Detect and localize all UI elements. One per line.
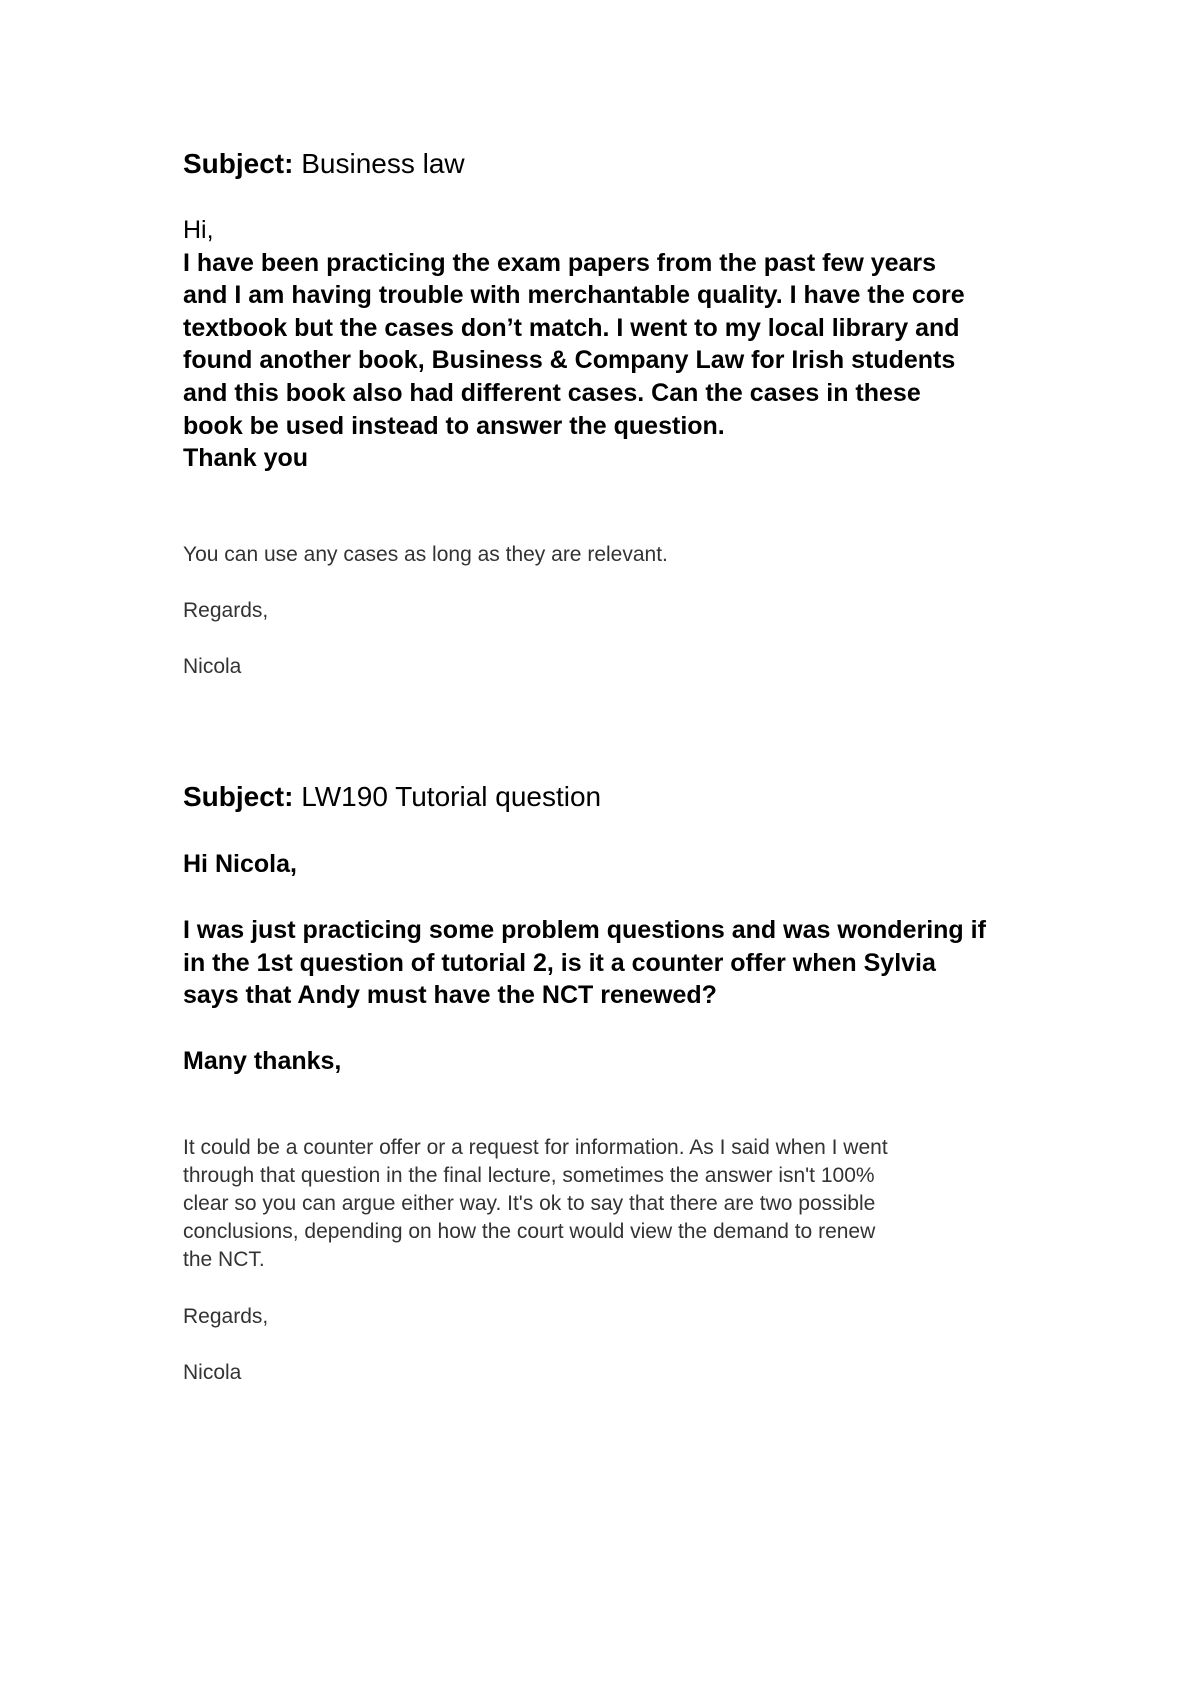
email-1-reply-name: Nicola xyxy=(183,655,242,678)
email-1-subject: Business law xyxy=(301,148,465,179)
email-1-subject-label: Subject: xyxy=(183,148,294,179)
email-1-question-line: textbook but the cases don’t match. I went to my local library and xyxy=(183,313,960,342)
email-1-question-line: I have been practicing the exam papers from the past few years xyxy=(183,248,937,277)
email-2-question-line: in the 1st question of tutorial 2, is it a counter offer when Sylvia xyxy=(183,948,936,977)
email-2-subject: LW190 Tutorial question xyxy=(301,781,602,812)
email-1-question-line: found another book, Business & Company Law for Irish students xyxy=(183,346,956,375)
email-2-reply-line: conclusions, depending on how the court would view the demand to renew xyxy=(183,1220,876,1243)
email-2-reply-name: Nicola xyxy=(183,1361,242,1384)
email-2-greeting: Hi Nicola, xyxy=(183,850,297,878)
email-2-question-line: says that Andy must have the NCT renewed? xyxy=(183,981,717,1010)
email-2-subject-label: Subject: xyxy=(183,781,294,812)
email-1-question xyxy=(183,214,965,475)
email-2-reply-line: clear so you can argue either way. It's ok to say that there are two possible xyxy=(183,1192,876,1215)
email-1-reply-regards: Regards, xyxy=(183,599,269,622)
email-1-question-line: and I am having trouble with merchantable quality. I have the core xyxy=(183,281,965,310)
email-1-signoff: Thank you xyxy=(183,444,309,473)
email-2-signoff: Many thanks, xyxy=(183,1047,342,1075)
email-1-reply-body: You can use any cases as long as they are relevant. xyxy=(183,543,668,566)
email-2-question-line: I was just practicing some problem questions and was wondering if xyxy=(183,916,986,944)
email-2-subject-line xyxy=(183,780,601,814)
email-1-subject-line xyxy=(183,147,465,181)
email-2-reply-line: the NCT. xyxy=(183,1248,265,1271)
email-2-reply-body xyxy=(183,1134,888,1274)
email-1-question-line: and this book also had different cases. Can the cases in these xyxy=(183,378,921,407)
email-1-question-line: book be used instead to answer the question. xyxy=(183,411,725,440)
email-1-greeting: Hi, xyxy=(183,216,214,244)
email-2-question xyxy=(183,914,986,1012)
email-2-reply-line: through that question in the final lecture, sometimes the answer isn't 100% xyxy=(183,1164,875,1187)
email-2-reply-regards: Regards, xyxy=(183,1305,269,1328)
email-2-reply-line: It could be a counter offer or a request for information. As I said when I went xyxy=(183,1136,888,1159)
